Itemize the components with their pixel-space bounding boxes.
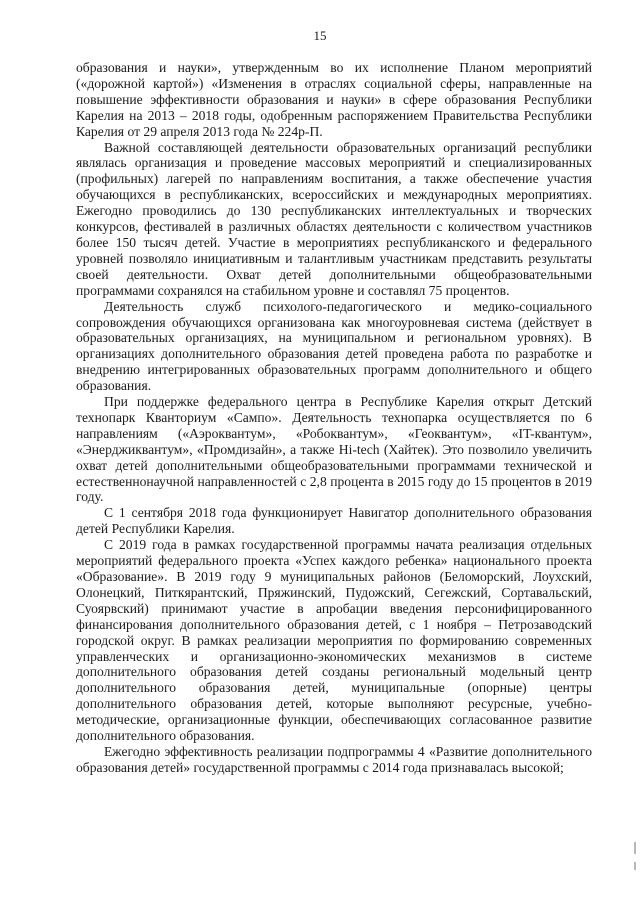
scan-edge-mark	[634, 842, 636, 854]
paragraph-events: Важной составляющей деятельности образовательных организаций республики являлась организация и проведение массовых мероприятий и специализированных (профильных) лагерей по направлениям воспитания, а также обеспечение участия обучающихся в республиканских, всероссийских и международных мероприятиях. Ежегодно проводились до 130 республиканских интеллектуальных и творческих конкурсов, фестивалей в различных областях деятельности с количеством участников более 150 тысяч детей. Участие в мероприятиях республиканского и федерального уровней позволяло инициативным и талантливым участникам представить результаты своей деятельности. Охват детей дополнительными общеобразовательными программами сохранялся на стабильном уровне и составлял 75 процентов.	[76, 139, 592, 298]
paragraph-navigator: С 1 сентября 2018 года функционирует Навигатор дополнительного образования детей Республики Карелия.	[76, 505, 592, 537]
scan-edge-mark	[634, 862, 636, 870]
document-body	[76, 60, 592, 776]
paragraph-support-services: Деятельность служб психолого-педагогического и медико-социального сопровождения обучающихся организована как многоуровневая система (действует в образовательных организациях, на муниципальном и региональном уровнях). В организациях дополнительного образования детей проведена работа по разработке и внедрению интегрированных образовательных программ дополнительного и общего образования.	[76, 298, 592, 394]
paragraph-efficiency: Ежегодно эффективность реализации подпрограммы 4 «Развитие дополнительного образования детей» государственной программы с 2014 года признавалась высокой;	[76, 743, 592, 775]
paragraph-technopark: При поддержке федерального центра в Республике Карелия открыт Детский технопарк Кванториум «Сампо». Деятельность технопарка осуществляется по 6 направлениям («Аэроквантум», «Робоквантум», «Геоквантум», «IT-квантум», «Энерджиквантум», «Промдизайн», а также Hi-tech (Хайтек). Это позволило увеличить охват детей дополнительными общеобразовательными программами технической и естественнонаучной направленностей с 2,8 процента в 2015 году до 15 процентов в 2019 году.	[76, 394, 592, 505]
paragraph-federal-project: С 2019 года в рамках государственной программы начата реализация отдельных мероприятий федерального проекта «Успех каждого ребенка» национального проекта «Образование». В 2019 году 9 муниципальных районов (Беломорский, Лоухский, Олонецкий, Питкярантский, Пряжинский, Пудожский, Сегежский, Сортавальский, Суоярвский) принимают участие в апробации введения персонифицированного финансирования дополнительного образования детей, с 1 ноября – Петрозаводский городской округ. В рамках реализации мероприятия по формированию современных управленческих и организационно-экономических механизмов в системе дополнительного образования детей созданы региональный модельный центр дополнительного образования детей, муниципальные (опорные) центры дополнительного образования детей, которые выполняют ресурсные, учебно-методические, организационные функции, обеспечивающих согласованное развитие дополнительного образования.	[76, 537, 592, 744]
paragraph-continuation: образования и науки», утвержденным во их исполнение Планом мероприятий («дорожной картой») «Изменения в отраслях социальной сферы, направленные на повышение эффективности образования и науки» в сфере образования Республики Карелия на 2013 – 2018 годы, одобренным распоряжением Правительства Республики Карелия от 29 апреля 2013 года № 224р-П.	[76, 60, 592, 139]
page-number: 15	[313, 28, 327, 43]
